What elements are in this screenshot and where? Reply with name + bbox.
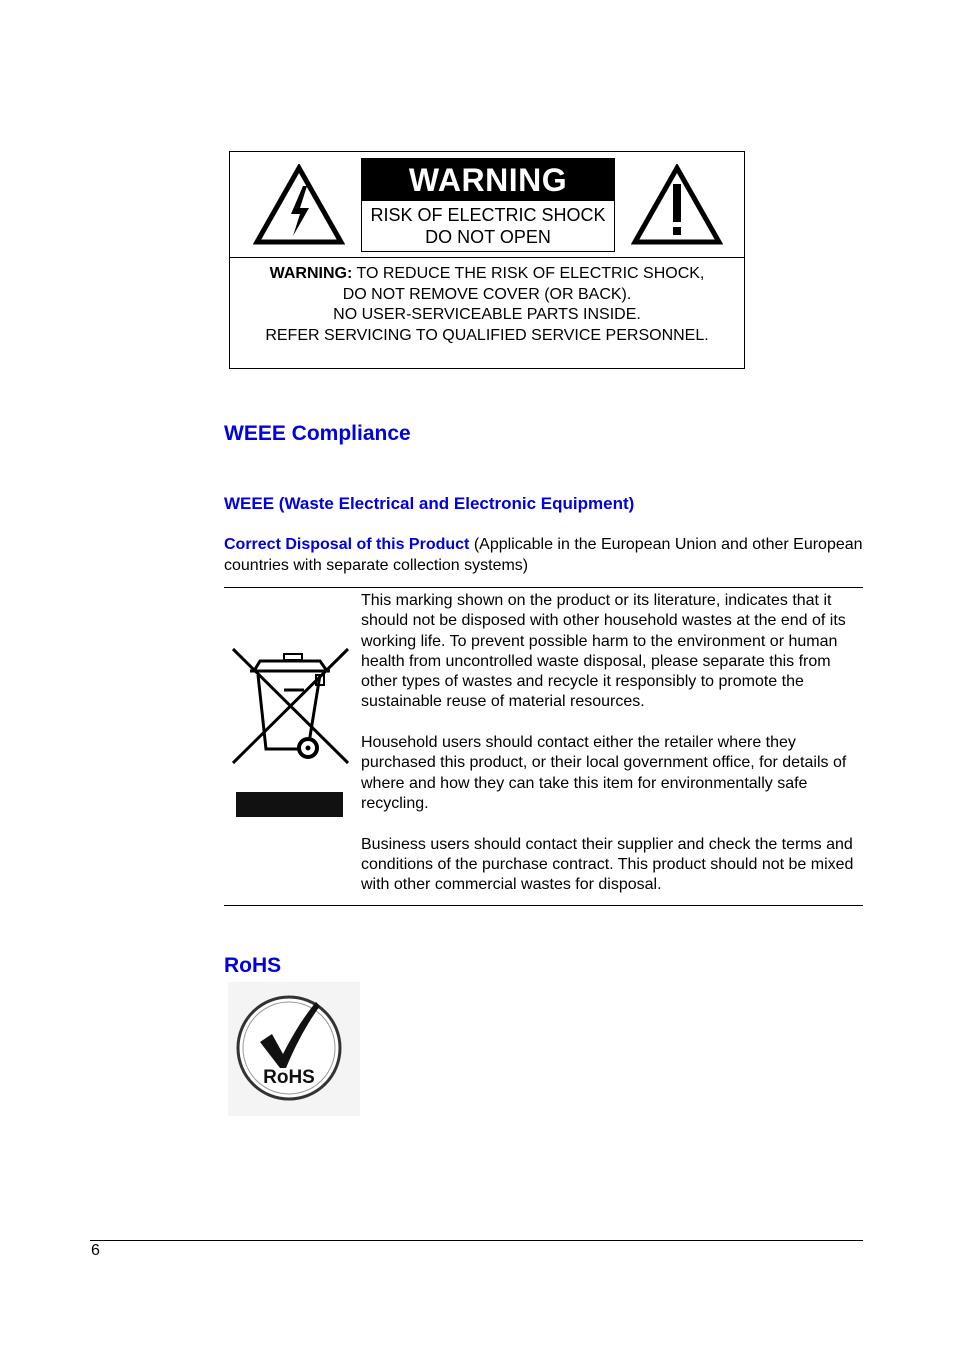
warning-notice-line3: NO USER-SERVICEABLE PARTS INSIDE.: [333, 306, 641, 323]
rohs-logo-text: RoHS: [263, 1067, 315, 1088]
warning-notice-prefix: WARNING:: [269, 265, 353, 282]
disposal-intro: [224, 535, 864, 576]
warning-notice-line4: REFER SERVICING TO QUALIFIED SERVICE PERSONNEL.: [265, 326, 709, 344]
disposal-heading: Correct Disposal of this Product: [224, 536, 470, 553]
warning-notice: [230, 264, 744, 346]
weee-top-rule: [224, 587, 863, 588]
warning-label-row: [230, 152, 744, 258]
rohs-check-icon: [228, 982, 360, 1116]
warning-label-text: [362, 201, 614, 248]
crossed-out-wheelie-bin-icon: [230, 645, 352, 821]
warning-label: [361, 158, 615, 252]
rohs-title: RoHS: [224, 954, 282, 977]
exclamation-triangle-icon: [631, 164, 723, 246]
warning-heading: WARNING: [362, 159, 614, 201]
warning-notice-line1: [230, 264, 744, 285]
weee-bottom-rule: [224, 905, 863, 906]
disposal-text: (Applicable in the European Union and other European countries with separate collection systems): [224, 536, 863, 574]
warning-label-line2: DO NOT OPEN: [425, 227, 551, 247]
warning-notice-line1-text: TO REDUCE THE RISK OF ELECTRIC SHOCK,: [352, 265, 705, 282]
weee-paragraph-1: This marking shown on the product or its literature, indicates that it should not be disposed with other household wastes at the end of its working life. To prevent possible harm to the environment or human health from uncontrolled waste disposal, please separate this from other types of wastes and recycle it responsibly to promote the sustainable reuse of material resources.: [361, 592, 846, 711]
weee-paragraph-2: Household users should contact either the retailer where they purchased this product, or their local government office, for details of where and how they can take this item for environmentally safe recycling.: [361, 734, 847, 812]
page-number: 6: [91, 1242, 100, 1259]
warning-label-line1: RISK OF ELECTRIC SHOCK: [370, 205, 606, 225]
warning-notice-line2: DO NOT REMOVE COVER (OR BACK).: [342, 285, 632, 303]
warning-box: [229, 151, 745, 369]
weee-title: WEEE Compliance: [224, 422, 411, 445]
weee-paragraph-3: Business users should contact their supplier and check the terms and conditions of the purchase contract. This product should not be mixed with other commercial wastes for disposal.: [361, 835, 854, 894]
weee-description: [361, 591, 857, 916]
weee-subtitle: WEEE (Waste Electrical and Electronic Equipment): [224, 494, 635, 513]
lightning-bolt-triangle-icon: [253, 164, 345, 246]
footer-rule: [90, 1240, 863, 1241]
